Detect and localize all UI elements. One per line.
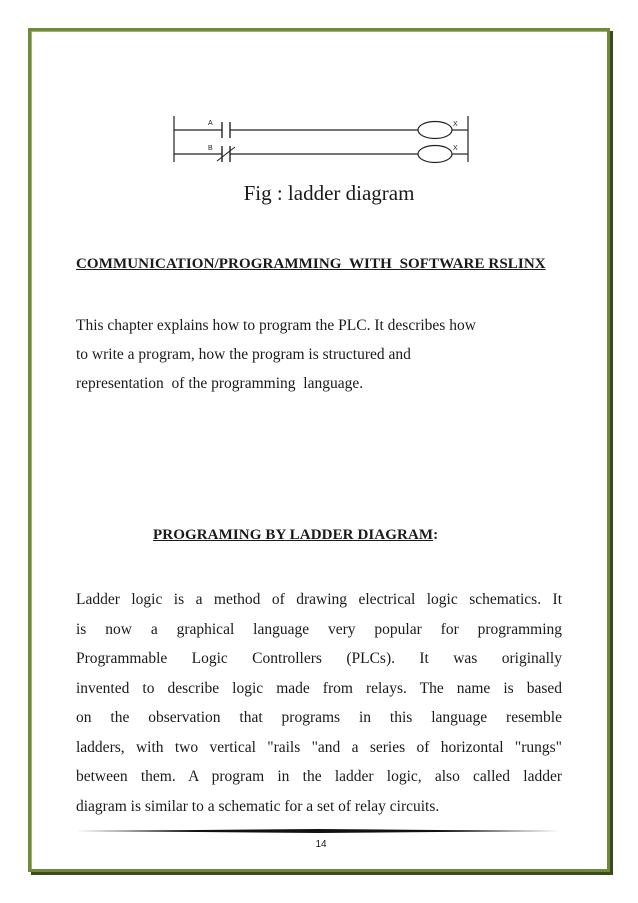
section-paragraph-ladder bbox=[76, 585, 562, 821]
figure-caption: Fig : ladder diagram bbox=[243, 181, 415, 205]
paragraph-line: This chapter explains how to program the PLC. It describes how bbox=[76, 317, 476, 334]
coil-b-label: X bbox=[453, 145, 458, 152]
paragraph-line: is now a graphical language very popular for programming bbox=[76, 620, 562, 638]
coil-b bbox=[418, 146, 452, 163]
paragraph-line: Ladder logic is a method of drawing electrical logic schematics. It bbox=[76, 591, 562, 608]
section-heading-ladder-text: PROGRAMING BY LADDER DIAGRAM bbox=[153, 527, 434, 543]
section-heading-communication: COMMUNICATION/PROGRAMMING WITH SOFTWARE RSLINX bbox=[76, 256, 546, 272]
paragraph-line: between them. A program in the ladder logic, also called ladder bbox=[76, 768, 562, 785]
page-number: 14 bbox=[315, 839, 327, 850]
contact-b-label: B bbox=[208, 145, 213, 152]
ladder-diagram bbox=[170, 112, 476, 168]
section-heading-ladder bbox=[153, 527, 438, 544]
paragraph-line: representation of the programming language. bbox=[76, 375, 364, 392]
paragraph-line: Programmable Logic Controllers (PLCs). It was originally bbox=[76, 650, 562, 667]
coil-a bbox=[418, 122, 452, 139]
paragraph-line: on the observation that programs in this language resemble bbox=[76, 709, 562, 726]
paragraph-line: ladders, with two vertical "rails "and a series of horizontal "rungs" bbox=[76, 738, 562, 756]
paragraph-line: diagram is similar to a schematic for a set of relay circuits. bbox=[76, 797, 440, 815]
section-paragraph-communication bbox=[76, 311, 562, 398]
section-heading-ladder-colon: : bbox=[433, 527, 439, 543]
paragraph-line: to write a program, how the program is structured and bbox=[76, 346, 411, 363]
contact-a-label: A bbox=[208, 120, 213, 127]
paragraph-line: invented to describe logic made from relays. The name is based bbox=[76, 679, 562, 697]
footer-divider bbox=[76, 829, 560, 833]
coil-a-label: X bbox=[453, 121, 458, 128]
